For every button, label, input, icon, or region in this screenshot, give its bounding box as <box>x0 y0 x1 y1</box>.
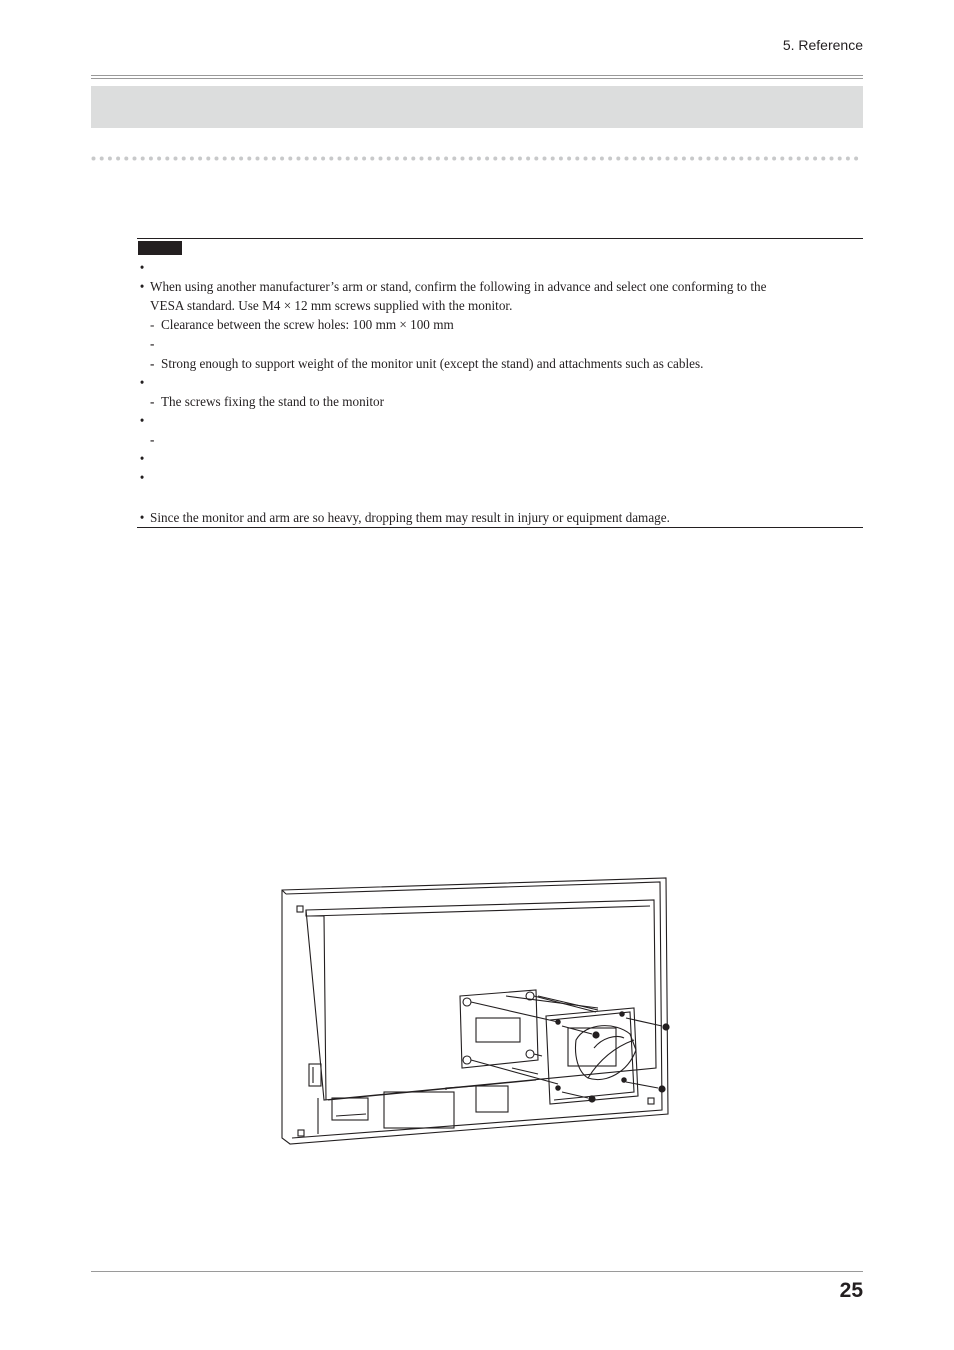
bullet-glyph: • <box>139 375 145 390</box>
page-number: 25 <box>839 1279 863 1302</box>
divider-dot <box>231 157 235 161</box>
divider-dot <box>264 157 268 161</box>
divider-dot <box>420 157 424 161</box>
divider-dot <box>510 157 514 161</box>
divider-dot <box>461 157 465 161</box>
divider-dot <box>379 157 383 161</box>
divider-dot <box>534 157 538 161</box>
divider-dot <box>100 157 104 161</box>
divider-dot <box>625 157 629 161</box>
divider-dot <box>707 157 711 161</box>
note-label-tag <box>138 241 182 255</box>
note-text: Clearance between the screw holes: 100 mm × 100 mm <box>161 317 454 332</box>
divider-dot <box>813 157 817 161</box>
divider-dot <box>395 157 399 161</box>
divider-dot <box>616 157 620 161</box>
divider-dot <box>403 157 407 161</box>
divider-dot <box>502 157 506 161</box>
divider-dot <box>116 157 120 161</box>
divider-dot <box>272 157 276 161</box>
note-rule-top <box>137 238 863 239</box>
section-header: 5. Reference <box>782 37 863 53</box>
divider-dot <box>649 157 653 161</box>
header-rule-second <box>91 78 863 79</box>
dash-glyph: - <box>150 336 155 351</box>
divider-dot <box>543 157 547 161</box>
divider-dot <box>764 157 768 161</box>
divider-dot <box>526 157 530 161</box>
divider-dot <box>756 157 760 161</box>
divider-dot <box>715 157 719 161</box>
divider-dot <box>354 157 358 161</box>
divider-dot <box>362 157 366 161</box>
divider-dot <box>198 157 202 161</box>
divider-dot <box>493 157 497 161</box>
divider-dot <box>469 157 473 161</box>
note-text: When using another manufacturer’s arm or stand, confirm the following in advance and select one conforming to the <box>150 279 767 294</box>
divider-dot <box>411 157 415 161</box>
divider-dot <box>256 157 260 161</box>
divider-dot <box>682 157 686 161</box>
divider-dot <box>338 157 342 161</box>
divider-dot <box>157 157 161 161</box>
divider-dot <box>297 157 301 161</box>
divider-dot <box>174 157 178 161</box>
divider-dot <box>313 157 317 161</box>
divider-dot <box>805 157 809 161</box>
divider-dot <box>584 157 588 161</box>
monitor-arm-mounting-illustration <box>276 872 676 1152</box>
divider-dot <box>165 157 169 161</box>
divider-dot <box>190 157 194 161</box>
divider-dot <box>657 157 661 161</box>
divider-dot <box>838 157 842 161</box>
divider-dot <box>370 157 374 161</box>
divider-dot <box>666 157 670 161</box>
note-text: Strong enough to support weight of the monitor unit (except the stand) and attachments such as cables. <box>161 356 704 371</box>
divider-dot <box>329 157 333 161</box>
divider-dot <box>608 157 612 161</box>
note-text: VESA standard. Use M4 × 12 mm screws supplied with the monitor. <box>150 298 513 313</box>
divider-dot <box>182 157 186 161</box>
divider-dot <box>223 157 227 161</box>
divider-dot <box>780 157 784 161</box>
header-rule <box>91 75 863 76</box>
divider-dot <box>92 157 96 161</box>
divider-dot <box>797 157 801 161</box>
footer-rule <box>91 1271 863 1272</box>
divider-dot <box>690 157 694 161</box>
divider-dot <box>772 157 776 161</box>
divider-dot <box>633 157 637 161</box>
divider-dot <box>739 157 743 161</box>
divider-dot <box>428 157 432 161</box>
divider-dot <box>846 157 850 161</box>
divider-dot <box>124 157 128 161</box>
divider-dot <box>452 157 456 161</box>
bullet-glyph: • <box>139 510 145 525</box>
bullet-glyph: • <box>139 413 145 428</box>
dash-glyph: - <box>150 356 155 371</box>
divider-dot <box>551 157 555 161</box>
divider-dot <box>215 157 219 161</box>
title-band <box>91 86 863 128</box>
divider-dot <box>821 157 825 161</box>
divider-dot <box>387 157 391 161</box>
bullet-glyph: • <box>139 279 145 294</box>
divider-dot <box>321 157 325 161</box>
caution-text: Since the monitor and arm are so heavy, dropping them may result in injury or equipment damage. <box>150 510 670 525</box>
divider-dot <box>674 157 678 161</box>
divider-dot <box>641 157 645 161</box>
dotted-divider <box>91 156 863 161</box>
bullet-glyph: • <box>139 260 145 275</box>
divider-dot <box>346 157 350 161</box>
divider-dot <box>485 157 489 161</box>
divider-dot <box>748 157 752 161</box>
divider-dot <box>288 157 292 161</box>
divider-dot <box>206 157 210 161</box>
dash-glyph: - <box>150 317 155 332</box>
note-rule-bottom <box>137 527 863 528</box>
divider-dot <box>789 157 793 161</box>
divider-dot <box>518 157 522 161</box>
divider-dot <box>477 157 481 161</box>
divider-dot <box>592 157 596 161</box>
divider-dot <box>108 157 112 161</box>
bullet-glyph: • <box>139 451 145 466</box>
divider-dot <box>731 157 735 161</box>
dash-glyph: - <box>150 432 155 447</box>
divider-dot <box>239 157 243 161</box>
divider-dot <box>444 157 448 161</box>
note-text: The screws fixing the stand to the monitor <box>161 394 385 409</box>
divider-dot <box>559 157 563 161</box>
divider-dot <box>149 157 153 161</box>
dash-glyph: - <box>150 394 155 409</box>
divider-dot <box>280 157 284 161</box>
divider-dot <box>600 157 604 161</box>
divider-dot <box>854 157 858 161</box>
divider-dot <box>305 157 309 161</box>
divider-dot <box>141 157 145 161</box>
divider-dot <box>247 157 251 161</box>
divider-dot <box>567 157 571 161</box>
divider-dot <box>436 157 440 161</box>
divider-dot <box>830 157 834 161</box>
bullet-glyph: • <box>139 470 145 485</box>
divider-dot <box>723 157 727 161</box>
divider-dot <box>698 157 702 161</box>
divider-dot <box>575 157 579 161</box>
divider-dot <box>133 157 137 161</box>
